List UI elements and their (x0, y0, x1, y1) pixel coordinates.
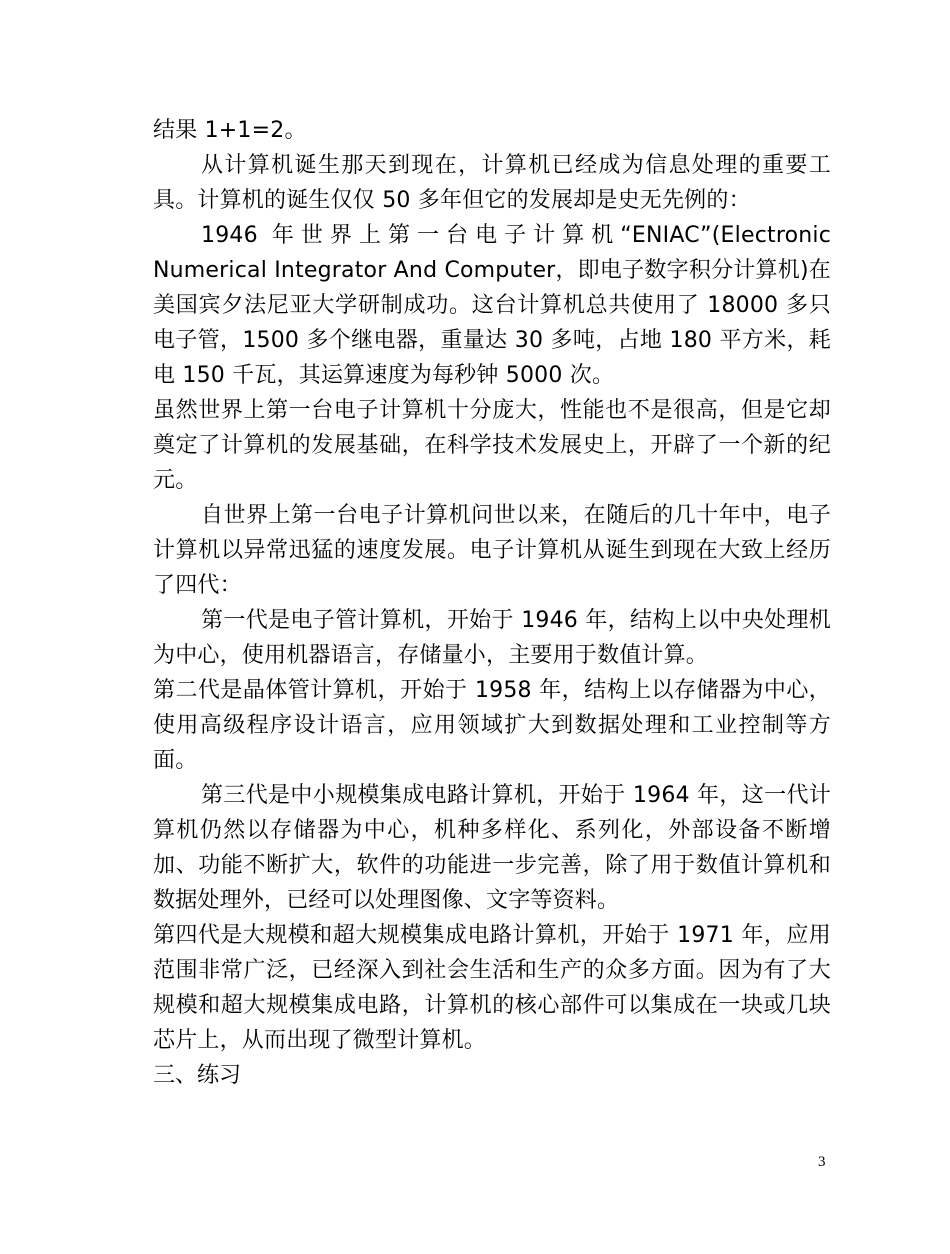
document-body (153, 113, 831, 1093)
paragraph-fourth-generation: 第四代是大规模和超大规模集成电路计算机，开始于 1971 年，应用范围非常广泛，已经深入到社会生活和生产的众多方面。因为有了大规模和超大规模集成电路，计算机的核心部件可以集成在一块或几块芯片上，从而出现了微型计算机。 (153, 923, 831, 1053)
paragraph-eniac-significance: 虽然世界上第一台电子计算机十分庞大，性能也不是很高，但是它却奠定了计算机的发展基础，在科学技术发展史上，开辟了一个新的纪元。 (153, 398, 831, 493)
section-heading-exercises: 三、练习 (153, 1063, 242, 1088)
paragraph-result: 结果 1+1=2。 (153, 118, 307, 143)
paragraph-second-generation: 第二代是晶体管计算机，开始于 1958 年，结构上以存储器为中心，使用高级程序设计语言，应用领域扩大到数据处理和工业控制等方面。 (153, 678, 831, 773)
page-number: 3 (818, 1154, 826, 1170)
paragraph-eniac: 1946 年世界上第一台电子计算机“ENIAC”(Electronic Numerical Integrator And Computer，即电子数字积分计算机)在美国宾夕法尼亚大学研制成功。这台计算机总共使用了 18000 多只电子管，1500 多个继电器，重量达 30 多吨，占地 180 平方米，耗电 150 千瓦，其运算速度为每秒钟 5000 次。 (153, 223, 831, 388)
paragraph-third-generation: 第三代是中小规模集成电路计算机，开始于 1964 年，这一代计算机仍然以存储器为中心，机种多样化、系列化，外部设备不断增加、功能不断扩大，软件的功能进一步完善，除了用于数值计算机和数据处理外，已经可以处理图像、文字等资料。 (153, 783, 831, 913)
paragraph-four-generations-intro: 自世界上第一台电子计算机问世以来，在随后的几十年中，电子计算机以异常迅猛的速度发展。电子计算机从诞生到现在大致上经历了四代： (153, 503, 831, 598)
paragraph-computer-importance: 从计算机诞生那天到现在，计算机已经成为信息处理的重要工具。计算机的诞生仅仅 50 多年但它的发展却是史无先例的： (153, 153, 831, 213)
paragraph-first-generation: 第一代是电子管计算机，开始于 1946 年，结构上以中央处理机为中心，使用机器语言，存储量小，主要用于数值计算。 (153, 608, 831, 668)
